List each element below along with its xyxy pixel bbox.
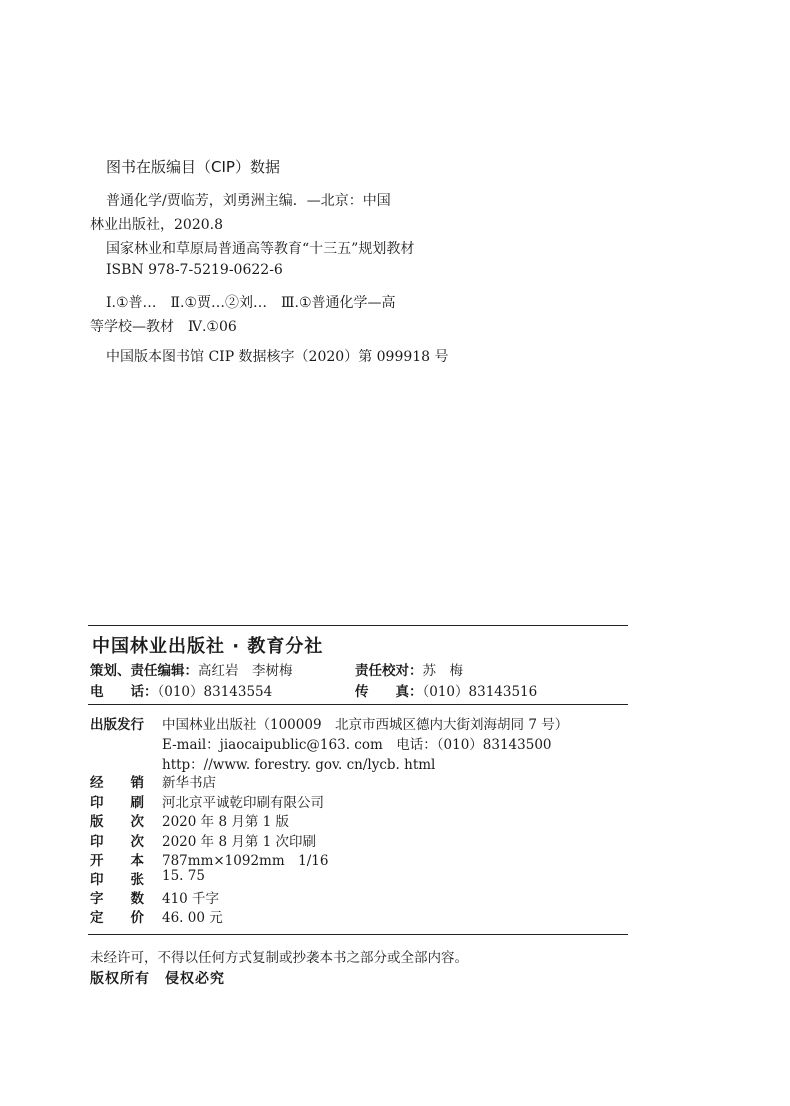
- cip-line-7: 中国版本图书馆 CIP 数据核字（2020）第 099918 号: [106, 349, 449, 365]
- detail-label-sheets: 印 张: [90, 872, 144, 888]
- detail-value-sheets: 15. 75: [162, 868, 205, 884]
- cip-line-2: 林业出版社，2020.8: [90, 217, 223, 233]
- cip-title: 图书在版编目（CIP）数据: [106, 158, 280, 176]
- detail-value-edition: 2020 年 8 月第 1 版: [162, 814, 289, 830]
- publisher-banner: 中国林业出版社 · 教育分社: [92, 636, 324, 657]
- cip-line-1: 普通化学/贾临芳，刘勇洲主编．—北京：中国: [106, 193, 391, 209]
- detail-label-wordcount: 字 数: [90, 891, 144, 907]
- detail-value-printing: 2020 年 8 月第 1 次印刷: [162, 834, 316, 850]
- rights-statement: 版权所有 侵权必究: [90, 971, 225, 987]
- detail-value-printer: 河北京平诚乾印刷有限公司: [162, 795, 324, 811]
- editor-label: 策划、责任编辑：: [90, 663, 198, 679]
- detail-label-publisher: 出版发行: [90, 717, 144, 733]
- detail-value-email: E-mail：jiaocaipublic@163. com 电话：（010）83143500: [162, 737, 552, 753]
- cip-line-5: Ⅰ.①普… Ⅱ.①贾…②刘… Ⅲ.①普通化学—高: [106, 295, 396, 311]
- detail-label-edition: 版 次: [90, 814, 144, 830]
- detail-label-printing: 印 次: [90, 834, 144, 850]
- detail-value-publisher: 中国林业出版社（100009 北京市西城区德内大街刘海胡同 7 号）: [162, 717, 569, 733]
- detail-value-distributor: 新华书店: [162, 775, 216, 791]
- proof-label: 责任校对：: [355, 663, 423, 679]
- detail-value-website: http：//www. forestry. gov. cn/lycb. html: [162, 757, 436, 773]
- detail-label-format: 开 本: [90, 853, 144, 869]
- detail-value-format: 787mm×1092mm 1/16: [162, 853, 329, 869]
- phone-label: 电 话：: [90, 684, 158, 700]
- fax-value: （010）83143516: [422, 684, 538, 700]
- phone-value: （010）83143554: [157, 684, 273, 700]
- cip-line-4: ISBN 978-7-5219-0622-6: [106, 262, 283, 278]
- copy-notice: 未经许可，不得以任何方式复制或抄袭本书之部分或全部内容。: [90, 950, 468, 966]
- fax-row: [355, 680, 537, 700]
- proof-row: [355, 659, 463, 679]
- detail-value-price: 46. 00 元: [162, 910, 223, 926]
- middle-divider: [88, 704, 628, 705]
- fax-label: 传 真：: [355, 684, 423, 700]
- detail-label-distributor: 经 销: [90, 775, 144, 791]
- cip-line-6: 等学校—教材 Ⅳ.①06: [90, 319, 237, 335]
- detail-value-wordcount: 410 千字: [162, 891, 220, 907]
- proof-value: 苏 梅: [422, 663, 463, 679]
- detail-label-price: 定 价: [90, 910, 144, 926]
- editor-row: [90, 659, 293, 679]
- detail-label-printer: 印 刷: [90, 795, 144, 811]
- bottom-divider: [88, 934, 628, 935]
- cip-line-3: 国家林业和草原局普通高等教育“十三五”规划教材: [106, 241, 415, 257]
- editor-value: 高红岩 李树梅: [198, 663, 293, 679]
- phone-row: [90, 680, 272, 700]
- top-divider: [88, 625, 628, 626]
